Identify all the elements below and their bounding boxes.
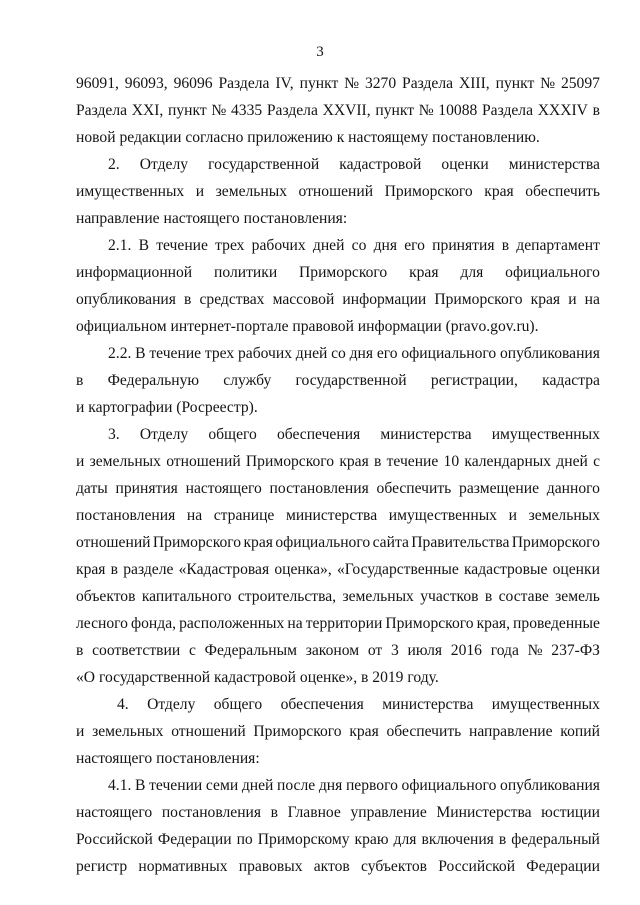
word: опубликования [76,291,176,308]
word: обеспечения [276,426,361,443]
word: территории [305,615,383,632]
word: его [404,237,425,254]
word: 2.1. [108,237,132,254]
word: течение [386,453,439,470]
word: Раздела [218,75,270,92]
word: 3270 [364,75,397,92]
word: XIII, [458,75,490,92]
word: обеспечения [280,696,364,713]
word: рабочих [251,237,306,254]
text-line: «О государственной кадастровой оценке», в 2019 году. [76,669,439,686]
word: составе [498,588,549,605]
word: края [243,534,273,551]
word: с [188,642,196,659]
word: 10 [443,453,460,470]
word: кадастровые [463,561,548,578]
word: № [211,102,227,119]
word: субъектов [361,858,427,875]
word: включения [421,831,494,848]
word: в [501,237,510,254]
word: 96091, [76,75,119,92]
word: 10088 [438,102,478,119]
text-line [76,371,600,391]
word: проведенные [513,615,600,632]
word: федеральный [511,831,600,848]
word: оценки [441,156,489,173]
word: края [530,291,561,308]
word: официального [401,345,497,362]
word: первого [345,777,398,794]
word: общего [213,696,263,713]
word: сайта [372,534,409,551]
word: в [592,102,600,119]
word: для [393,831,417,848]
word: массовой [272,291,335,308]
word: правовых [238,858,303,875]
word: со [331,345,346,362]
word: течение [156,237,208,254]
word: постановления [76,507,176,524]
word: и [76,453,85,470]
word: Федерации [526,858,600,875]
word: 2.2. [108,345,132,362]
text-line: и картографии (Росреестр). [76,399,258,416]
page-number: 3 [316,44,324,60]
word: течение [149,345,202,362]
word: земель [555,588,600,605]
word: законом [305,642,360,659]
word: капитального [141,588,232,605]
word: Приморского [511,534,600,551]
word: Федерации [157,831,232,848]
word: участков [420,588,479,605]
word: департамент [516,237,600,254]
word: на [186,507,203,524]
word: с [593,453,600,470]
word: земельных [215,183,288,200]
word: земельных [528,507,600,524]
word: 4335 [230,102,263,119]
word: кадастровой [339,156,422,173]
word: Отделу [147,696,196,713]
word: земельных [89,453,161,470]
word: имущественных [388,507,497,524]
word: юстиции [541,804,600,821]
word: регистрации, [430,372,518,389]
word: оценки [552,561,600,578]
word: лесного [76,615,128,632]
word: оценка», [274,561,332,578]
word: IV, [275,75,294,92]
word: дней [241,777,274,794]
word: регистр [76,858,128,875]
word: официального [275,534,371,551]
word: XXI, [131,102,164,119]
word: копий [560,723,600,740]
word: его [376,345,398,362]
word: по [236,831,253,848]
word: В [135,345,146,362]
word: края, [476,615,510,632]
word: течении [149,777,203,794]
word: края [409,264,439,281]
word: дня [349,345,374,362]
word: от [367,642,383,659]
word: 2016 [450,642,482,659]
word: Отделу [139,426,189,443]
word: Раздела [76,102,128,119]
word: расположенных [179,615,285,632]
word: отношений [76,534,151,551]
word: 4.1. [108,777,132,794]
text-line [108,155,600,175]
word: XXXIV [537,102,588,119]
word: размещение [459,480,540,497]
text-line [108,425,600,445]
word: в [374,453,382,470]
word: Раздела [481,102,533,119]
word: в [110,561,119,578]
word: постановления [161,804,262,821]
word: опубликования [500,777,600,794]
word: имущественных [76,183,185,200]
word: «Кадастровая [178,561,270,578]
word: отношений [166,453,241,470]
word: Российской [438,858,516,875]
word: семи [205,777,239,794]
word: дня [373,237,398,254]
word: актов [313,858,350,875]
word: фонда, [131,615,177,632]
text-line: официальном интернет-портале правовой информации (pravo.gov.ru). [76,318,539,335]
word: трех [215,237,245,254]
word: министерства [508,156,600,173]
word: Отделу [139,156,189,173]
word: странице [213,507,275,524]
word: Раздела [402,75,454,92]
word: и [508,507,517,524]
word: в [270,804,279,821]
word: службу [223,372,272,389]
word: общего [208,426,257,443]
word: государственной [295,372,407,389]
text-line: направление настоящего постановления: [76,210,348,227]
word: 3 [390,642,399,659]
word: календарных [464,453,552,470]
word: В [138,237,149,254]
word: трех [204,345,235,362]
text-line [76,587,600,607]
word: рабочих [237,345,293,362]
text-line [76,452,600,472]
word: дней [312,237,345,254]
word: пункт [375,102,415,119]
word: краю [354,831,389,848]
word: кадастра [542,372,600,389]
word: № [527,642,543,659]
text-line [108,776,600,796]
text-line [76,182,600,202]
text-line [76,830,600,850]
word: строительства, [237,588,337,605]
word: объектов [76,588,136,605]
word: дня [318,777,343,794]
word: № [344,75,360,92]
word: для [460,264,484,281]
word: 96096 [173,75,213,92]
word: опубликования [500,345,600,362]
word: даты [76,480,108,497]
word: «Государственные [336,561,459,578]
word: края [484,183,514,200]
word: имущественных [491,696,600,713]
word: года [490,642,519,659]
text-line [76,560,600,580]
text-line [76,263,600,283]
word: информации [342,291,427,308]
word: 96093, [124,75,168,92]
word: дней [295,345,328,362]
word: Раздела [266,102,318,119]
text-line [76,290,600,310]
word: 2. [108,156,120,173]
text-line [76,479,600,499]
word: Главное [287,804,341,821]
word: настоящего [76,804,153,821]
word: обеспечить [386,723,462,740]
word: на [287,615,303,632]
word: № [540,75,556,92]
word: Министерства [436,804,532,821]
word: в [184,291,192,308]
word: в [76,642,84,659]
text-line [76,101,600,121]
word: данного [546,480,600,497]
word: министерства [380,426,472,443]
word: отношений [298,183,374,200]
text-line [76,641,600,661]
word: принятия [115,480,178,497]
word: в [498,831,507,848]
word: обеспечить [376,480,452,497]
word: 4. [117,696,129,713]
word: В [135,777,146,794]
word: Приморскому [257,831,350,848]
word: отношений [171,723,246,740]
word: соответствии [92,642,181,659]
word: министерства [285,507,378,524]
word: и [195,183,205,200]
word: земельных [342,588,414,605]
word: Приморского [299,264,388,281]
word: пункт [168,102,207,119]
word: Российской [76,831,153,848]
word: разделе [123,561,174,578]
text-line [76,857,600,877]
word: Правительства [411,534,510,551]
text-line [108,344,600,364]
text-line [76,506,600,526]
word: дней [556,453,588,470]
word: Приморского [152,534,242,551]
text-line [108,236,600,256]
text-line [76,74,600,94]
word: и [76,723,85,740]
word: политики [214,264,278,281]
word: пункт [495,75,535,92]
word: в [484,588,493,605]
word: Федеральным [204,642,297,659]
text-line [76,533,600,553]
text-line [76,803,600,823]
word: Приморского [384,183,473,200]
word: имущественных [491,426,600,443]
word: нормативных [138,858,228,875]
word: постановления [269,480,369,497]
word: в [76,372,84,389]
text-line: новой редакции согласно приложению к настоящему постановлению. [76,129,540,146]
word: принятия [432,237,495,254]
word: обеспечить [525,183,600,200]
word: и [568,291,577,308]
word: июля [407,642,443,659]
word: министерства [382,696,474,713]
word: Приморского [434,291,523,308]
text-line: настоящего постановления: [76,750,260,767]
text-line [117,695,600,715]
word: 25097 [560,75,600,92]
word: края [76,561,106,578]
word: со [351,237,367,254]
word: официального [505,264,600,281]
word: после [277,777,316,794]
word: Федеральную [107,372,200,389]
word: Приморского [245,453,335,470]
word: пункт [299,75,339,92]
text-line [76,722,600,742]
word: управление [350,804,427,821]
word: государственной [208,156,320,173]
word: 3. [108,426,120,443]
word: настоящего [185,480,262,497]
word: информационной [76,264,193,281]
word: Приморского [253,723,342,740]
word: официального [401,777,497,794]
word: XXVII, [322,102,371,119]
word: края [349,723,379,740]
word: земельных [92,723,164,740]
word: направление [468,723,553,740]
word: края [339,453,369,470]
word: № [418,102,434,119]
word: на [584,291,600,308]
word: 237-ФЗ [551,642,600,659]
text-line [76,614,600,634]
word: Приморского [385,615,474,632]
word: средствах [199,291,265,308]
